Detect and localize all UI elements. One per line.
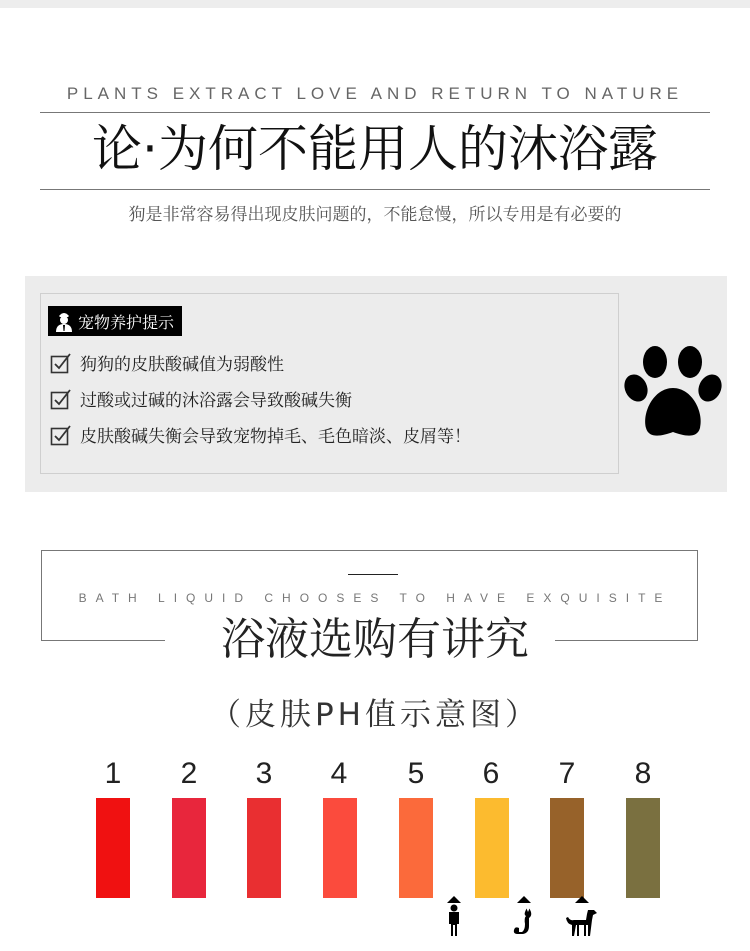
ph-level-bar [550, 798, 584, 898]
dog-icon [564, 896, 600, 942]
ph-caption: （皮肤PH值示意图） [209, 697, 540, 733]
ph-level-label: 4 [330, 757, 348, 790]
header-subtitle: 狗是非常容易得出现皮肤问题的，不能怠慢，所以专用是有必要的 [128, 205, 622, 225]
ph-level-label: 6 [482, 757, 500, 790]
checkbox-checked-icon [50, 352, 72, 374]
tips-header-label: 宠物养护提示 [78, 312, 175, 332]
top-band [0, 0, 750, 8]
bath-accent-line [348, 574, 398, 575]
tip-item [50, 422, 471, 447]
ph-level-label: 1 [104, 757, 122, 790]
vet-avatar-icon [54, 310, 74, 332]
ph-level-bar [475, 798, 509, 898]
ph-level-bar [172, 798, 206, 898]
tip-text: 狗狗的皮肤酸碱值为弱酸性 [80, 355, 284, 375]
bath-title: 浴液选购有讲究 [221, 614, 529, 665]
ph-level-label: 3 [255, 757, 273, 790]
ph-level-bar [96, 798, 130, 898]
ph-level-label: 2 [180, 757, 198, 790]
page-title: 论·为何不能用人的沐浴露 [92, 120, 658, 178]
ph-level-label: 8 [634, 757, 652, 790]
ph-level-bar [399, 798, 433, 898]
paw-print-icon [624, 342, 722, 446]
cat-icon [511, 896, 537, 942]
ph-level-bar [626, 798, 660, 898]
checkbox-checked-icon [50, 424, 72, 446]
tip-text: 过酸或过碱的沐浴露会导致酸碱失衡 [80, 391, 352, 411]
tip-text: 皮肤酸碱失衡会导致宠物掉毛、毛色暗淡、皮屑等！ [80, 427, 471, 447]
person-icon [444, 896, 464, 942]
ph-level-label: 7 [558, 757, 576, 790]
tip-item [50, 386, 352, 411]
tip-item [50, 350, 284, 375]
tips-header [48, 306, 182, 336]
ph-level-label: 5 [407, 757, 425, 790]
header-rule-top [40, 112, 710, 113]
ph-level-bar [323, 798, 357, 898]
header-tagline: PLANTS EXTRACT LOVE AND RETURN TO NATURE [66, 84, 684, 103]
bath-tagline: BATH LIQUID CHOOSES TO HAVE EXQUISITE [78, 591, 672, 605]
header-rule-bottom [40, 189, 710, 190]
checkbox-checked-icon [50, 388, 72, 410]
ph-level-bar [247, 798, 281, 898]
